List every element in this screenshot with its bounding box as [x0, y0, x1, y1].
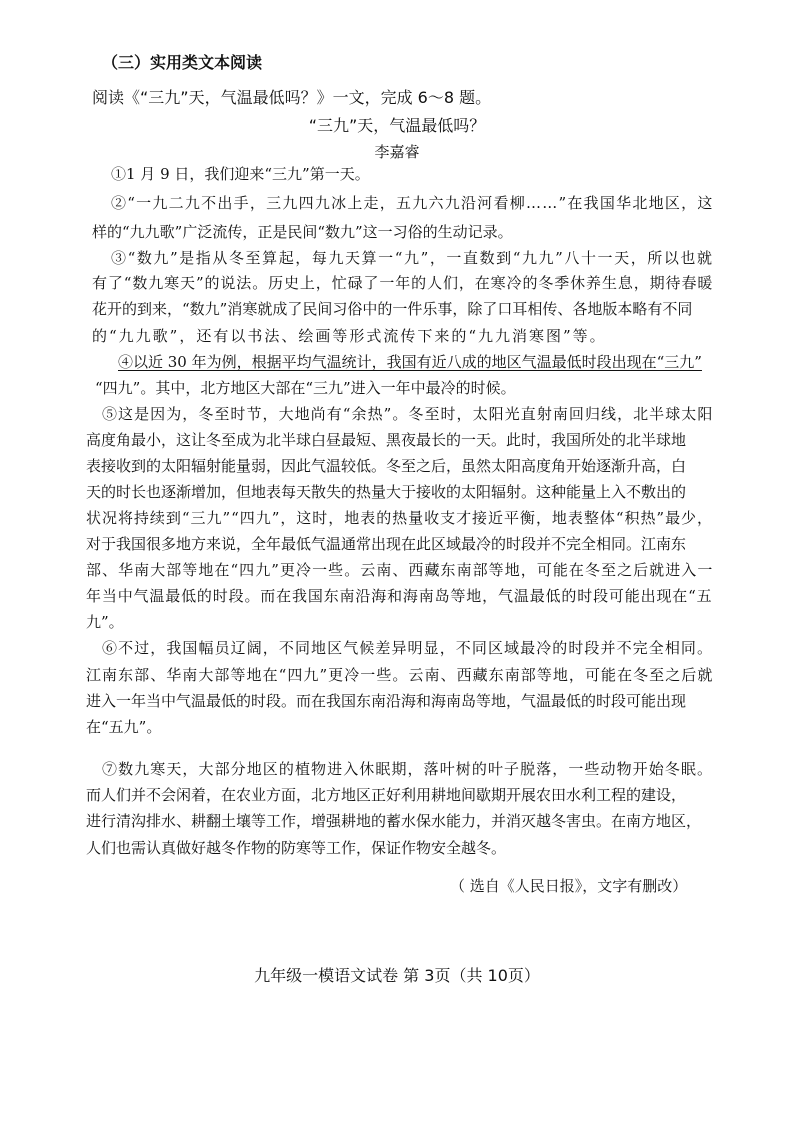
text-line: 进入一年当中气温最低的时段。而在我国东南沿海和海南岛等地，气温最低的时段可能出现	[86, 692, 687, 710]
text-line: 的“九九歌”，还有以书法、绘画等形式流传下来的“九九消寒图”等。	[92, 327, 607, 345]
text-line: ⑥不过，我国幅员辽阔，不同地区气候差异明显，不同区域最冷的时段并不完全相同。	[102, 639, 714, 657]
text-line: 部、华南大部等地在“四九”更冷一些。云南、西藏东南部等地，可能在冬至之后就进入一	[86, 561, 714, 579]
text-line: 而人们并不会闲着，在农业方面，北方地区正好利用耕地间歇期开展农田水利工程的建设，	[86, 786, 687, 804]
text-line: 九”。	[86, 613, 124, 631]
text-line: ⑤这是因为，冬至时节，大地尚有“余热”。冬至时，太阳光直射南回归线，北半球太阳	[102, 405, 714, 423]
text-line: ⑦数九寒天，大部分地区的植物进入休眠期，落叶树的叶子脱落，一些动物开始冬眠。	[102, 760, 714, 778]
text-line: ②“一九二九不出手，三九四九冰上走，五九六九沿河看柳……”在我国华北地区，这	[111, 194, 714, 212]
reading-instruction: 阅读《“三九”天，气温最低吗？》一文，完成 6～8 题。	[92, 88, 492, 107]
text-line: 样的“九九歌”广泛流传，正是民间“数九”这一习俗的生动记录。	[92, 223, 513, 241]
text-line: 人们也需认真做好越冬作物的防寒等工作，保证作物安全越冬。	[86, 839, 507, 857]
article-title: “三九”天，气温最低吗？	[308, 116, 486, 135]
text-line: “四九”。其中，北方地区大部在“三九”进入一年中最冷的时候。	[95, 379, 516, 397]
text-line: 在“五九”。	[86, 718, 162, 736]
text-line: 表接收到的太阳辐射能量弱，因此气温较低。冬至之后，虽然太阳高度角开始逐渐升高，白	[86, 457, 687, 475]
text-line: 进行清沟排水、耕翻土壤等工作，增强耕地的蓄水保水能力，并消灭越冬害虫。在南方地区，	[86, 812, 702, 830]
article-source: （ 选自《人民日报》，文字有删改）	[450, 877, 688, 895]
text-line: ③“数九”是指从冬至算起，每九天算一“九”，一直数到“九九”八十一天，所以也就	[111, 249, 714, 267]
page-footer: 九年级一模语文试卷 第 3页（共 10页）	[254, 966, 540, 985]
section-heading: （三）实用类文本阅读	[102, 53, 263, 72]
article-author: 李嘉睿	[374, 143, 420, 161]
underlined-line: ④以近 30 年为例，根据平均气温统计，我国有近八成的地区气温最低时段出现在“三九”	[118, 353, 702, 371]
text-line: 花开的到来，“数九”消寒就成了民间习俗中的一件乐事，除了口耳相传、各地版本略有不同	[92, 300, 693, 318]
text-line: 高度角最小，这让冬至成为北半球白昼最短、黑夜最长的一天。此时，我国所处的北半球地	[86, 431, 687, 449]
text-line: 年当中气温最低的时段。而在我国东南沿海和海南岛等地，气温最低的时段可能出现在“五	[86, 587, 713, 605]
text-line: 有了“数九寒天”的说法。历史上，忙碌了一年的人们，在寒冷的冬季休养生息，期待春暖	[92, 274, 714, 292]
text-line: 状况将持续到“三九”“四九”，这时，地表的热量收支才接近平衡，地表整体“积热”最少，	[86, 509, 713, 527]
text-line: 江南东部、华南大部等地在“四九”更冷一些。云南、西藏东南部等地，可能在冬至之后就	[86, 666, 714, 684]
text-line: 天的时长也逐渐增加，但地表每天散失的热量大于接收的太阳辐射。这种能量上入不敷出的	[86, 483, 687, 501]
text-line: ①1 月 9 日，我们迎来“三九”第一天。	[111, 165, 370, 183]
text-line: 对于我国很多地方来说，全年最低气温通常出现在此区域最冷的时段并不完全相同。江南东	[86, 535, 687, 553]
